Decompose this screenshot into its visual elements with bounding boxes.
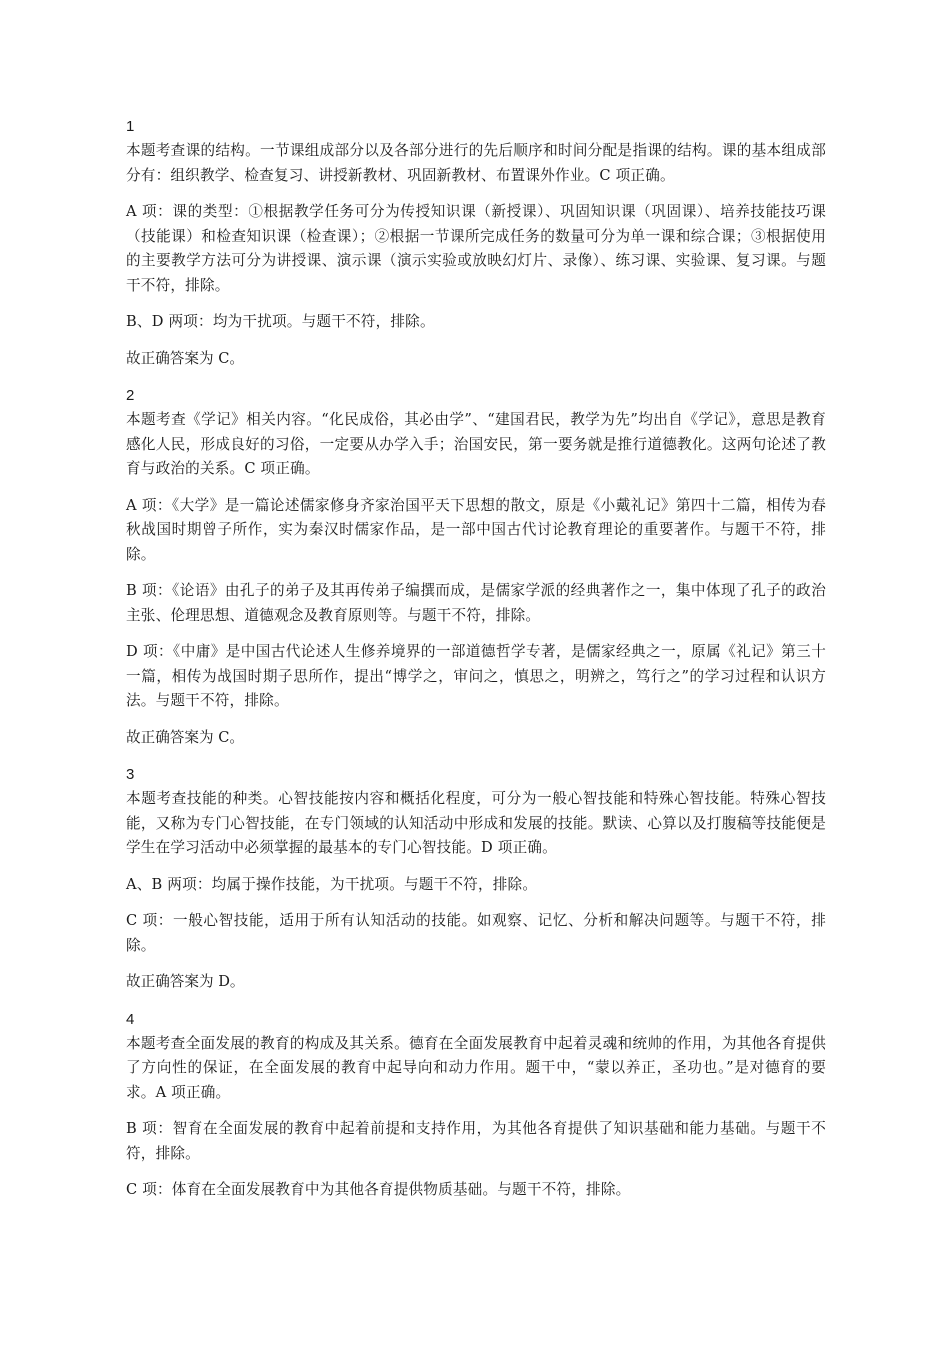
question-number: 1 [126,118,135,135]
question-1 [126,115,826,371]
option-explanation: A 项：课的类型：①根据教学任务可分为传授知识课（新授课）、巩固知识课（巩固课）、培养技能技巧课（技能课）和检查知识课（检查课）；②根据一节课所完成任务的数量可分为单一课和综合课；③根据使用的主要教学方法可分为讲授课、演示课（演示实验或放映幻灯片、录像）、练习课、实验课、复习课。与题干不符，排除。 [126,203,826,294]
analysis-paragraph: 本题考查课的结构。一节课组成部分以及各部分进行的先后顺序和时间分配是指课的结构。课的基本组成部分有：组织教学、检查复习、讲授新教材、巩固新教材、布置课外作业。C 项正确。 [126,142,826,184]
option-explanation: C 项：一般心智技能，适用于所有认知活动的技能。如观察、记忆、分析和解决问题等。与题干不符，排除。 [126,912,826,954]
document-page [126,115,826,1215]
option-explanation: D 项：《中庸》是中国古代论述人生修养境界的一部道德哲学专著，是儒家经典之一，原属《礼记》第三十一篇，相传为战国时期子思所作，提出“博学之，审问之，慎思之，明辨之，笃行之”的学习过程和认识方法。与题干不符，排除。 [126,643,826,709]
question-number: 4 [126,1010,135,1028]
option-explanation: B、D 两项：均为干扰项。与题干不符，排除。 [126,313,435,330]
option-explanation: B 项：《论语》由孔子的弟子及其再传弟子编撰而成，是儒家学派的经典著作之一，集中体现了孔子的政治主张、伦理思想、道德观念及教育原则等。与题干不符，排除。 [126,582,826,624]
option-explanation: A 项：《大学》是一篇论述儒家修身齐家治国平天下思想的散文，原是《小戴礼记》第四十二篇，相传为春秋战国时期曾子所作，实为秦汉时儒家作品，是一部中国古代讨论教育理论的重要著作。与题干不符，排除。 [126,496,826,563]
analysis-paragraph: 本题考查技能的种类。心智技能按内容和概括化程度，可分为一般心智技能和特殊心智技能。特殊心智技能，又称为专门心智技能，在专门领域的认知活动中形成和发展的技能。默读、心算以及打腹稿等技能便是学生在学习活动中必须掌握的最基本的专门心智技能。D 项正确。 [126,790,826,856]
option-explanation: B 项：智育在全面发展的教育中起着前提和支持作用，为其他各育提供了知识基础和能力基础。与题干不符，排除。 [126,1120,826,1162]
question-2 [126,384,826,750]
correct-answer: 故正确答案为 C。 [126,349,244,367]
analysis-paragraph: 本题考查全面发展的教育的构成及其关系。德育在全面发展教育中起着灵魂和统帅的作用，为其他各育提供了方向性的保证，在全面发展的教育中起导向和动力作用。题干中，“蒙以养正，圣功也。”是对德育的要求。A 项正确。 [126,1034,826,1101]
option-explanation: A、B 两项：均属于操作技能，为干扰项。与题干不符，排除。 [126,875,538,893]
option-explanation: C 项：体育在全面发展教育中为其他各育提供物质基础。与题干不符，排除。 [126,1181,631,1198]
question-number: 2 [126,387,135,404]
correct-answer: 故正确答案为 D。 [126,973,245,990]
question-number: 3 [126,766,135,783]
question-3 [126,763,826,995]
question-4 [126,1008,826,1203]
correct-answer: 故正确答案为 C。 [126,728,244,746]
analysis-paragraph: 本题考查《学记》相关内容。“化民成俗，其必由学”、“建国君民，教学为先”均出自《学记》，意思是教育感化人民，形成良好的习俗，一定要从办学入手；治国安民，第一要务就是推行道德教化。这两句论述了教育与政治的关系。C 项正确。 [126,411,826,477]
